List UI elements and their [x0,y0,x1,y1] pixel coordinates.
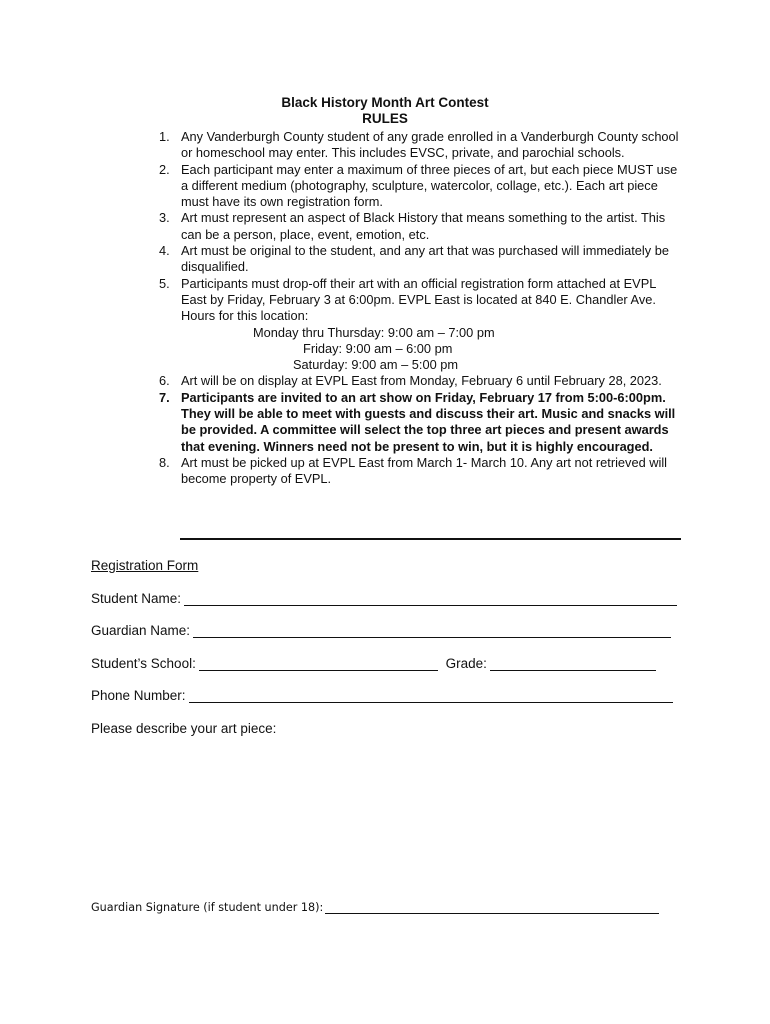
rule-number: 8. [159,454,170,470]
guardian-name-field[interactable] [91,623,671,638]
rule-number: 3. [159,210,170,226]
rule-item [155,129,685,162]
phone-label: Phone Number: [91,688,186,703]
guardian-signature-line[interactable] [325,901,659,914]
rule-number: 1. [159,129,170,144]
rule-item [155,210,685,243]
student-name-line[interactable] [184,591,677,606]
hours-weekday: Monday thru Thursday: 9:00 am – 7:00 pm [253,324,495,340]
phone-field[interactable] [91,688,673,703]
hours-friday: Friday: 9:00 am – 6:00 pm [303,340,453,356]
grade-label: Grade: [445,656,487,671]
guardian-name-label: Guardian Name: [91,623,191,638]
school-field[interactable] [91,656,656,671]
rule-number: 7. [159,389,170,405]
hours-saturday: Saturday: 9:00 am – 5:00 pm [293,357,459,373]
school-label: Student’s School: [91,656,196,671]
guardian-signature-field[interactable] [91,901,659,914]
registration-form-title: Registration Form [91,558,199,573]
student-name-label: Student Name: [91,591,182,606]
rule-text: Each participant may enter a maximum of three pieces of art, but each piece MUST use a different medium (photography, sculpture, watercolor, collage, etc.). Each art piece must have its own registration form. [181,161,678,210]
rule-text: Art must represent an aspect of Black History that means something to the artist. This can be a person, place, event, emotion, etc. [181,210,666,242]
rule-text: Any Vanderburgh County student of any grade enrolled in a Vanderburgh County school or homeschool may enter. This includes EVSC, private, and parochial schools. [181,129,679,161]
student-name-field[interactable] [91,591,677,606]
location-hours [181,325,685,374]
rule-text: Art must be picked up at EVPL East from March 1- March 10. Any art not retrieved will become property of EVPL. [181,454,668,487]
rule-item [155,373,685,389]
rule-number: 4. [159,243,170,259]
rule-item [155,390,685,455]
rule-text: Participants must drop-off their art with an official registration form attached at EVPL East by Friday, February 3 at 6:00pm. EVPL East is located at 840 E. Chandler Ave. Hours for this location: [181,275,656,324]
rule-number: 5. [159,275,170,291]
describe-art-prompt: Please describe your art piece: [91,721,277,736]
school-line[interactable] [199,656,438,671]
phone-line[interactable] [189,688,673,703]
rule-number: 6. [159,373,170,389]
rule-number: 2. [159,161,170,177]
document-subtitle: RULES [362,111,408,126]
guardian-name-line[interactable] [193,623,671,638]
rule-text: Art will be on display at EVPL East from Monday, February 6 until February 28, 2023. [181,373,662,389]
rule-item [155,243,685,276]
document-title: Black History Month Art Contest [281,95,489,110]
rules-list [155,129,685,488]
section-divider [180,538,681,540]
rule-item [155,455,685,488]
guardian-signature-label: Guardian Signature (if student under 18): [91,901,324,914]
rule-item [155,162,685,211]
rule-item [155,276,685,374]
rule-text: Participants are invited to an art show on Friday, February 17 from 5:00-6:00pm. They will be able to meet with guests and discuss their art. Music and snacks will be provided. A committee will select the top three art pieces and present awards that evening. Winners need not be present to win, but it is highly encouraged. [181,389,676,454]
rule-text: Art must be original to the student, and any art that was purchased will immediately be disqualified. [181,243,669,275]
grade-line[interactable] [490,656,656,671]
